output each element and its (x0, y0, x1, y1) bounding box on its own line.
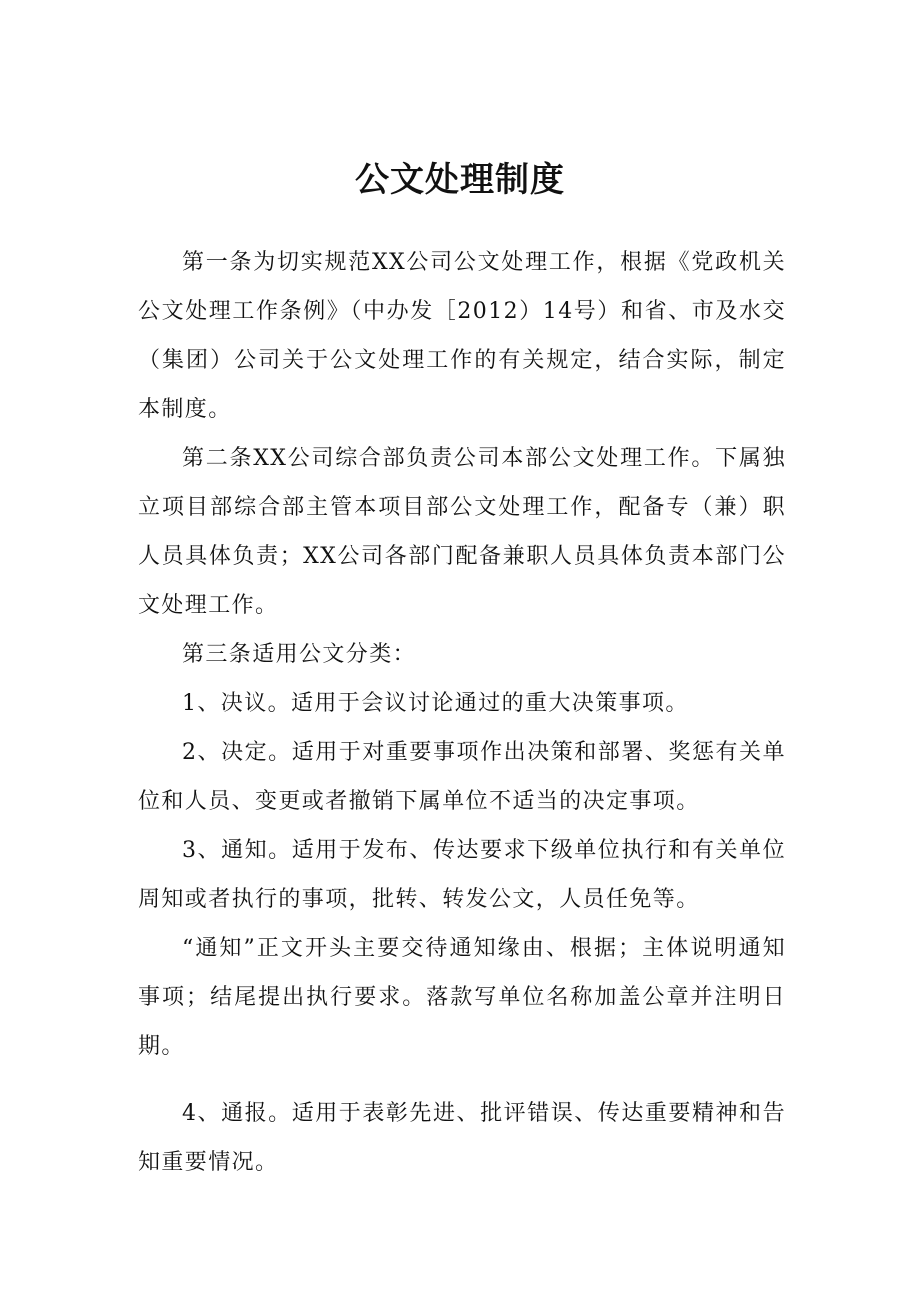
paragraph-article-2: 第二条XX公司综合部负责公司本部公文处理工作。下属独立项目部综合部主管本项目部公文处理工作，配备专（兼）职人员具体负责；XX公司各部门配备兼职人员具体负责本部门公文处理工作。 (138, 446, 786, 618)
paragraph-article-3: 第三条适用公文分类： (182, 642, 417, 667)
paragraph-item-bulletin: 4、通报。适用于表彰先进、批评错误、传达重要精神和告知重要情况。 (138, 1101, 786, 1175)
paragraph-article-1: 第一条为切实规范XX公司公文处理工作，根据《党政机关公文处理工作条例》（中办发［2012）14号）和省、市及水交（集团）公司关于公文处理工作的有关规定，结合实际，制定本制度。 (138, 250, 786, 422)
paragraph-notice-format: “通知”正文开头主要交待通知缘由、根据；主体说明通知事项；结尾提出执行要求。落款写单位名称加盖公章并注明日期。 (138, 936, 786, 1059)
paragraph-item-notice: 3、通知。适用于发布、传达要求下级单位执行和有关单位周知或者执行的事项，批转、转发公文，人员任免等。 (138, 838, 786, 912)
document-title: 公文处理制度 (355, 160, 565, 200)
paragraph-item-decision: 2、决定。适用于对重要事项作出决策和部署、奖惩有关单位和人员、变更或者撤销下属单位不适当的决定事项。 (138, 740, 786, 814)
document-body (138, 238, 786, 1187)
paragraph-item-resolution: 1、决议。适用于会议讨论通过的重大决策事项。 (182, 691, 689, 716)
